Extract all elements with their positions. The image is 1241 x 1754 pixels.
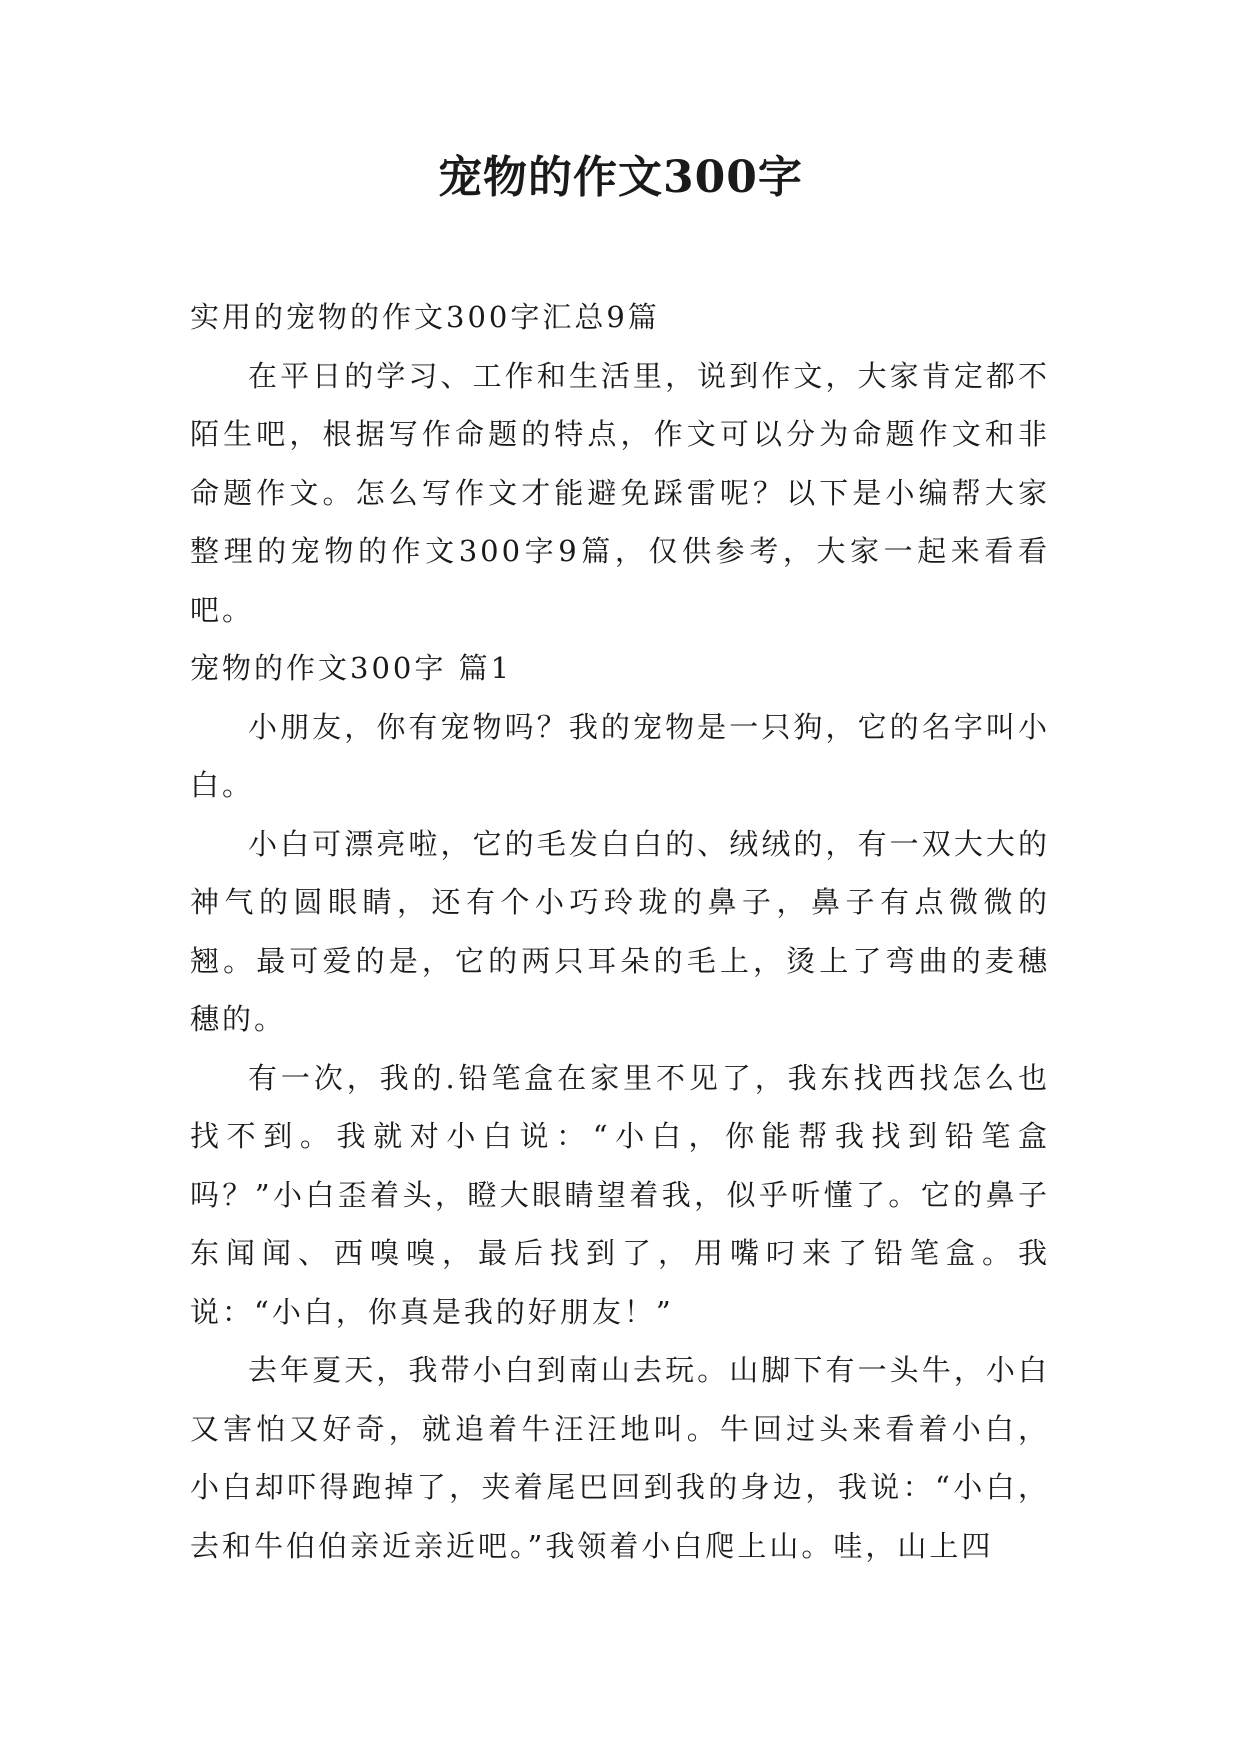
- document-title: 宠物的作文300字: [438, 152, 803, 203]
- body-paragraph: 小白可漂亮啦，它的毛发白白的、绒绒的，有一双大大的神气的圆眼睛，还有个小巧玲珑的鼻子，鼻子有点微微的翘。最可爱的是，它的两只耳朵的毛上，烫上了弯曲的麦穗穗的。: [190, 826, 1050, 1036]
- body-paragraph: 去年夏天，我带小白到南山去玩。山脚下有一头牛，小白又害怕又好奇，就追着牛汪汪地叫。牛回过头来看着小白，小白却吓得跑掉了，夹着尾巴回到我的身边，我说：“小白，去和牛伯伯亲近亲近吧。”我领着小白爬上山。哇，山上四: [190, 1353, 1050, 1563]
- body-paragraph: 有一次，我的.铅笔盒在家里不见了，我东找西找怎么也找不到。我就对小白说：“小白，你能帮我找到铅笔盒吗？”小白歪着头，瞪大眼睛望着我，似乎听懂了。它的鼻子东闻闻、西嗅嗅，最后找到了，用嘴叼来了铅笔盒。我说：“小白，你真是我的好朋友！”: [190, 1060, 1050, 1329]
- document-body: [190, 288, 1050, 1575]
- body-paragraph: 小朋友，你有宠物吗？我的宠物是一只狗，它的名字叫小白。: [190, 709, 1050, 802]
- intro-paragraph: 在平日的学习、工作和生活里，说到作文，大家肯定都不陌生吧，根据写作命题的特点，作文可以分为命题作文和非命题作文。怎么写作文才能避免踩雷呢？以下是小编帮大家整理的宠物的作文300字9篇，仅供参考，大家一起来看看吧。: [190, 358, 1050, 627]
- section-heading: 宠物的作文300字 篇1: [190, 651, 513, 685]
- document-subtitle: 实用的宠物的作文300字汇总9篇: [190, 300, 660, 334]
